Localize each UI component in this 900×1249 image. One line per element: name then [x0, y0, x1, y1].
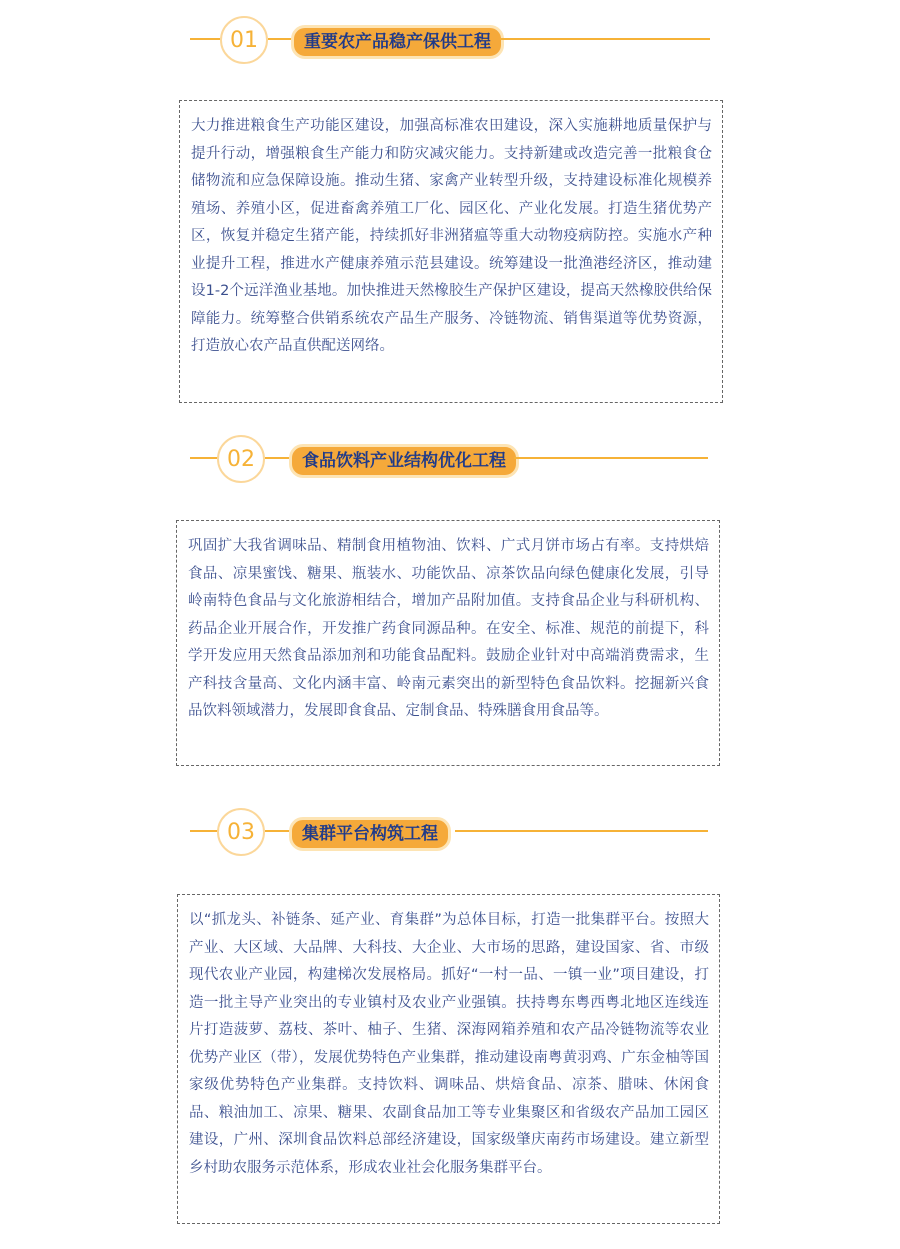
- section-number: 01: [220, 16, 268, 64]
- section-number: 02: [217, 435, 265, 483]
- divider-line-mid: [265, 830, 291, 832]
- divider-line-right: [500, 38, 710, 40]
- section-body: 以“抓龙头、补链条、延产业、育集群”为总体目标，打造一批集群平台。按照大产业、大区域、大品牌、大科技、大企业、大市场的思路，建设国家、省、市级现代农业产业园，构建梯次发展格局。抓好“一村一品、一镇一业”项目建设，打造一批主导产业突出的专业镇村及农业产业强镇。扶持粤东粤西粤北地区连线连片打造菠萝、荔枝、茶叶、柚子、生猪、深海网箱养殖和农产品冷链物流等农业优势产业区（带），发展优势特色产业集群，推动建设南粤黄羽鸡、广东金柚等国家级优势特色产业集群。支持饮料、调味品、烘焙食品、凉茶、腊味、休闲食品、粮油加工、凉果、糖果、农副食品加工等专业集聚区和省级农产品加工园区建设，广州、深圳食品饮料总部经济建设，国家级肇庆南药市场建设。建立新型乡村助农服务示范体系，形成农业社会化服务集群平台。: [177, 894, 720, 1224]
- divider-line-left: [190, 830, 218, 832]
- divider-line-right: [514, 457, 708, 459]
- section-body: 巩固扩大我省调味品、精制食用植物油、饮料、广式月饼市场占有率。支持烘焙食品、凉果蜜饯、糖果、瓶装水、功能饮品、凉茶饮品向绿色健康化发展，引导岭南特色食品与文化旅游相结合，增加产品附加值。支持食品企业与科研机构、药品企业开展合作，开发推广药食同源品种。在安全、标准、规范的前提下，科学开发应用天然食品添加剂和功能食品配料。鼓励企业针对中高端消费需求，生产科技含量高、文化内涵丰富、岭南元素突出的新型特色食品饮料。挖掘新兴食品饮料领域潜力，发展即食食品、定制食品、特殊膳食用食品等。: [176, 520, 720, 766]
- section-title: 食品饮料产业结构优化工程: [289, 444, 519, 478]
- divider-line-left: [190, 38, 220, 40]
- divider-line-left: [190, 457, 218, 459]
- section-title: 重要农产品稳产保供工程: [291, 25, 504, 59]
- divider-line-right: [455, 830, 708, 832]
- section-02: [0, 435, 900, 719]
- section-03: [0, 808, 900, 1176]
- section-title: 集群平台构筑工程: [289, 817, 451, 851]
- section-header: [0, 808, 900, 864]
- section-header: [0, 16, 900, 72]
- section-body: 大力推进粮食生产功能区建设，加强高标准农田建设，深入实施耕地质量保护与提升行动，增强粮食生产能力和防灾减灾能力。支持新建或改造完善一批粮食仓储物流和应急保障设施。推动生猪、家禽产业转型升级，支持建设标准化规模养殖场、养殖小区，促进畜禽养殖工厂化、园区化、产业化发展。打造生猪优势产区，恢复并稳定生猪产能，持续抓好非洲猪瘟等重大动物疫病防控。实施水产种业提升工程，推进水产健康养殖示范县建设。统筹建设一批渔港经济区，推动建设1-2个远洋渔业基地。加快推进天然橡胶生产保护区建设，提高天然橡胶供给保障能力。统筹整合供销系统农产品生产服务、冷链物流、销售渠道等优势资源，打造放心农产品直供配送网络。: [179, 100, 723, 403]
- section-01: [0, 16, 900, 354]
- section-number: 03: [217, 808, 265, 856]
- section-header: [0, 435, 900, 491]
- divider-line-mid: [265, 457, 291, 459]
